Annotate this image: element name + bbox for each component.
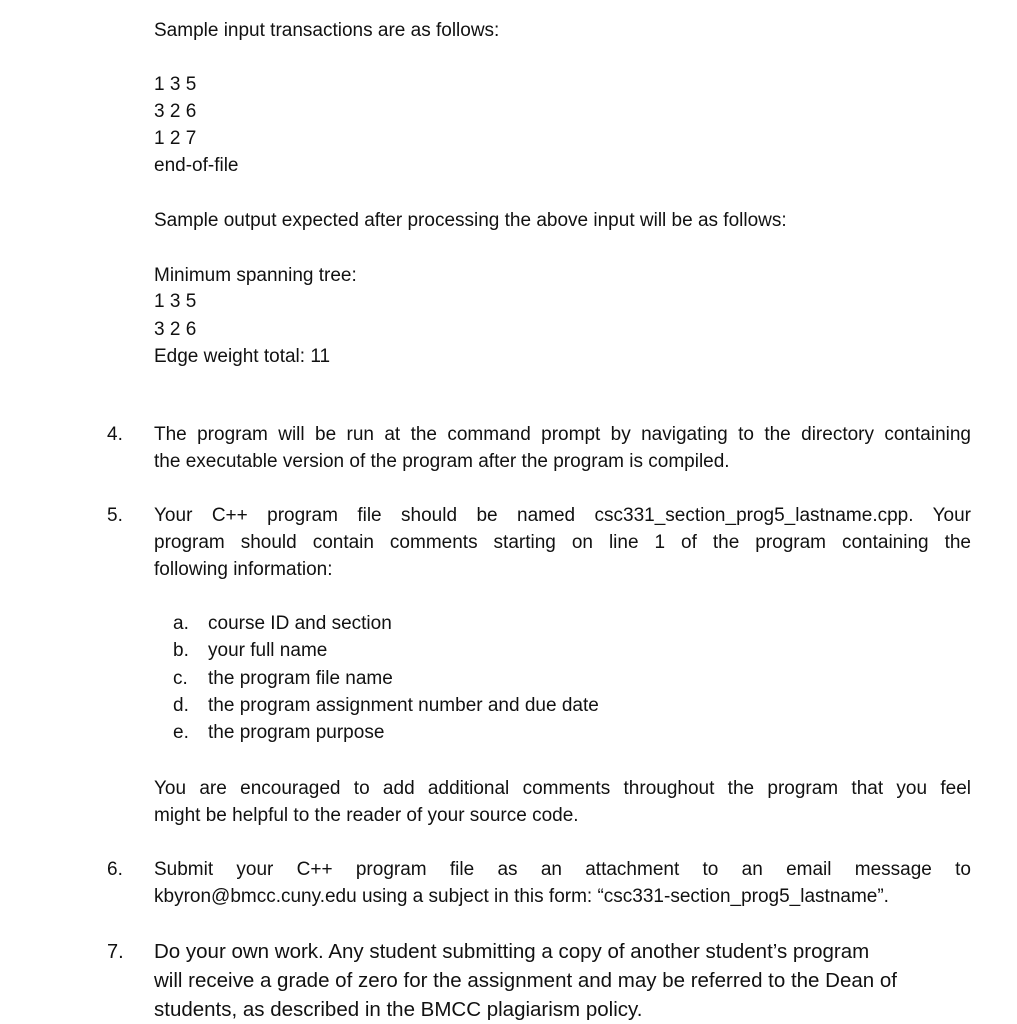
sample-input-heading: Sample input transactions are as follows: bbox=[154, 20, 500, 41]
sample-input-line: end-of-file bbox=[154, 155, 239, 176]
comments-note-line: You are encouraged to add additional comments throughout the program that you feel bbox=[154, 778, 971, 799]
item-number: 6. bbox=[107, 859, 123, 880]
item-number: 5. bbox=[107, 505, 123, 526]
sample-output-line: 1 3 5 bbox=[154, 291, 197, 312]
item-7-line: students, as described in the BMCC plagiarism policy. bbox=[154, 998, 643, 1021]
sample-input-line: 1 3 5 bbox=[154, 74, 197, 95]
item-5-text bbox=[154, 502, 971, 583]
item-4-line: The program will be run at the command prompt by navigating to the directory containing bbox=[154, 424, 971, 445]
sub-item-text: your full name bbox=[208, 640, 328, 661]
sub-item-text: the program assignment number and due date bbox=[208, 695, 599, 716]
sub-item-text: the program file name bbox=[208, 668, 393, 689]
comments-note-line: might be helpful to the reader of your source code. bbox=[154, 805, 579, 826]
sub-item-letter: b. bbox=[173, 640, 189, 661]
sub-item-letter: a. bbox=[173, 613, 189, 634]
sample-output-line: 3 2 6 bbox=[154, 319, 197, 340]
sample-output-heading: Sample output expected after processing the above input will be as follows: bbox=[154, 210, 787, 231]
sub-item-letter: e. bbox=[173, 722, 189, 743]
item-7-line: Do your own work. Any student submitting a copy of another student’s program bbox=[154, 940, 870, 963]
item-number: 4. bbox=[107, 424, 123, 445]
item-5-line: Your C++ program file should be named csc331_section_prog5_lastname.cpp. Your bbox=[154, 505, 971, 526]
item-number: 7. bbox=[107, 941, 124, 963]
sample-input-line: 3 2 6 bbox=[154, 101, 197, 122]
sample-output-line: Minimum spanning tree: bbox=[154, 265, 357, 286]
item-5-line: following information: bbox=[154, 559, 333, 580]
item-4-text bbox=[154, 421, 971, 475]
item-7-line: will receive a grade of zero for the assignment and may be referred to the Dean of bbox=[154, 969, 897, 992]
item-6-text bbox=[154, 856, 971, 910]
sub-item-letter: c. bbox=[173, 668, 188, 689]
sub-item-text: the program purpose bbox=[208, 722, 385, 743]
item-4-line: the executable version of the program after the program is compiled. bbox=[154, 451, 730, 472]
sub-item-letter: d. bbox=[173, 695, 189, 716]
item-6-line: kbyron@bmcc.cuny.edu using a subject in this form: “csc331-section_prog5_lastname”. bbox=[154, 886, 889, 907]
item-6-line: Submit your C++ program file as an attachment to an email message to bbox=[154, 859, 971, 880]
sample-input-line: 1 2 7 bbox=[154, 128, 197, 149]
sample-output-line: Edge weight total: 11 bbox=[154, 346, 331, 367]
sub-item-text: course ID and section bbox=[208, 613, 392, 634]
item-5-line: program should contain comments starting on line 1 of the program containing the bbox=[154, 532, 971, 553]
comments-note bbox=[154, 775, 971, 829]
